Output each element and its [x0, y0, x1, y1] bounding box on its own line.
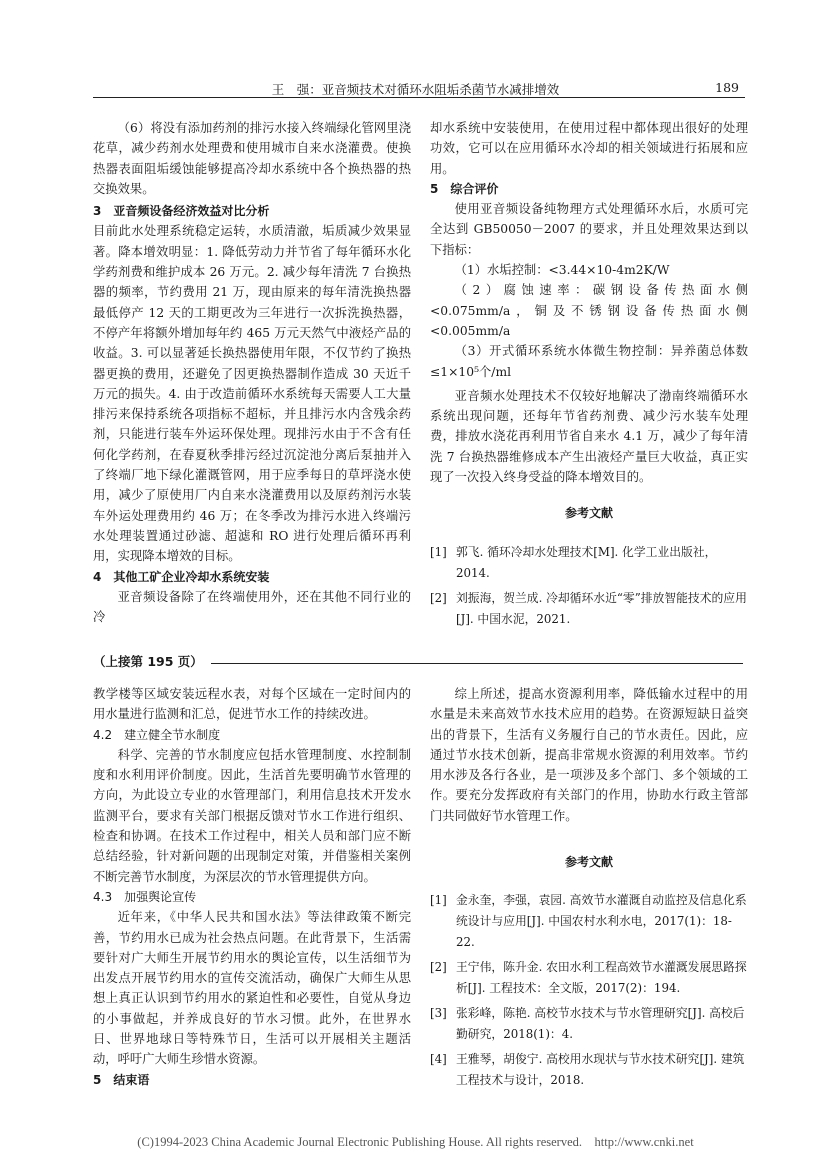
reference-number: [4]: [430, 1052, 447, 1067]
reference-text: 王宁伟，陈升金. 农田水利工程高效节水灌溉发展思路探析[J]. 工程技术：全文版，2017(2)：194.: [456, 960, 747, 996]
reference-number: [3]: [430, 1006, 447, 1021]
paragraph: 科学、完善的节水制度应包括水管理制度、水控制制度和水利用评价制度。因此，生活首先要明确节水管理的方向，为此设立专业的水管理部门，利用信息技术开发水监测平台，要求有关部门根据反馈对节水工作进行组织、检查和协调。在技术工作过程中，相关人员和部门应不断总结经验，针对新问题的出现制定对策，并借鉴相关案例不断完善节水制度，为深层次的节水管理提供方向。: [93, 747, 411, 884]
bottom-right-column: [430, 684, 748, 1095]
reference-item: [430, 957, 748, 999]
continuation-rule: [211, 663, 743, 664]
paragraph: 近年来，《中华人民共和国水法》等法律政策不断完善，节约用水已成为社会热点问题。在此背景下，生活需要针对广大师生开展节约用水的舆论宣传，以生活细节为出发点开展节约用水的宣传交流活动，确保广大师生从思想上真正认识到节约用水的紧迫性和必要性，自觉从身边的小事做起，并养成良好的节水习惯。此外，在世界水日、世界地球日等特殊节日，生活可以开展相关主题活动，呼吁广大师生珍惜水资源。: [93, 910, 411, 1067]
reference-number: [2]: [430, 960, 447, 975]
indicator-item: （3）开式循环系统水体微生物控制：异养菌总体数≤1×10⁵个/ml: [430, 344, 748, 379]
indicator-item: （2）腐蚀速率：碳钢设备传热面水侧<0.075mm/a，铜及不锈钢设备传热面水侧<0.005mm/a: [430, 283, 748, 338]
reference-text: 郭飞. 循环冷却水处理技术[M]. 化学工业出版社，2014.: [456, 544, 717, 580]
continuation-divider: [93, 652, 743, 670]
subsection-heading-4-3: 4.3 加强舆论宣传: [93, 889, 197, 904]
paragraph: 亚音频水处理技术不仅较好地解决了渤南终端循环水系统出现问题，还每年节省药剂费、减少污水装车处理费，排放水浇花再利用节省自来水 4.1 万，减少了每年清洗 7 台换热器维修成本产生出液烃产量巨大收益，真正实现了一次投入终身受益的降本增效目的。: [430, 388, 748, 485]
paragraph: （6）将没有添加药剂的排污水接入终端绿化管网里浇花草，减少药剂水处理费和使用城市自来水浇灌费。使换热器表面阻垢缓蚀能够提高冷却水系统中各个换热器的热交换效果。: [93, 121, 411, 196]
reference-text: 张彩峰，陈艳. 高校节水技术与节水管理研究[J]. 高校后勤研究，2018(1)：4.: [456, 1006, 745, 1042]
section-heading-5: 5 综合评价: [430, 181, 499, 196]
top-right-column: [430, 118, 748, 634]
continuation-label: （上接第 195 页）: [93, 654, 203, 669]
subsection-heading-4-2: 4.2 建立健全节水制度: [93, 727, 221, 742]
section-heading-4: 4 其他工矿企业冷却水系统安装: [93, 569, 270, 584]
paragraph: 亚音频设备除了在终端使用外，还在其他不同行业的冷: [93, 589, 411, 625]
reference-item: [430, 890, 748, 953]
copyright-footer: (C)1994-2023 China Academic Journal Electronic Publishing House. All rights reserved. http://www.cnki.net: [137, 1135, 694, 1149]
reference-item: [430, 1003, 748, 1045]
reference-item: [430, 542, 748, 584]
section-heading-5: 5 结束语: [93, 1072, 150, 1087]
paragraph: 使用亚音频设备纯物理方式处理循环水后，水质可完全达到 GB50050－2007 的要求，并且处理效果达到以下指标：: [430, 202, 748, 257]
reference-number: [1]: [430, 544, 447, 559]
section-heading-3: 3 亚音频设备经济效益对比分析: [93, 204, 270, 219]
header-rule: [93, 97, 745, 98]
reference-number: [1]: [430, 893, 447, 908]
paragraph: 却水系统中安装使用，在使用过程中都体现出很好的处理功效，它可以在应用循环水冷却的相关领域进行拓展和应用。: [430, 121, 748, 176]
reference-text: 王雅琴，胡俊宁. 高校用水现状与节水技术研究[J]. 建筑工程技术与设计，2018.: [456, 1052, 745, 1088]
reference-item: [430, 1049, 748, 1091]
reference-number: [2]: [430, 590, 447, 605]
running-header-title: 王 强：亚音频技术对循环水阻垢杀菌节水减排增效: [271, 82, 560, 97]
page-number: 189: [715, 80, 739, 95]
indicator-item: （1）水垢控制：<3.44×10-4m2K/W: [454, 263, 670, 278]
paragraph: 综上所述，提高水资源利用率，降低输水过程中的用水量是未来高效节水技术应用的趋势。在资源短缺日益突出的背景下，生活有义务履行自己的节水责任。因此，应通过节水技术创新，提高非常规水资源的利用效率。节约用水涉及各行各业，是一项涉及多个部门、多个领域的工作。要充分发挥政府有关部门的作用，协助水行政主管部门共同做好节水管理工作。: [430, 687, 748, 823]
bottom-left-column: [93, 684, 411, 1090]
paragraph: 教学楼等区域安装远程水表，对每个区域在一定时间内的用水量进行监测和汇总，促进节水工作的持续改进。: [93, 687, 411, 722]
reference-text: 金永奎，李强，袁园. 高效节水灌溉自动监控及信息化系统设计与应用[J]. 中国农村水利水电，2017(1)：18-22.: [456, 893, 747, 950]
top-left-column: [93, 118, 411, 627]
reference-text: 刘振海，贺兰成. 冷却循环水近“零”排放智能技术的应用[J]. 中国水泥，2021.: [456, 590, 747, 626]
references-heading: 参考文献: [564, 855, 613, 870]
references-heading: 参考文献: [564, 506, 613, 521]
reference-item: [430, 588, 748, 630]
paragraph: 目前此水处理系统稳定运转，水质清澈，垢质减少效果显著。降本增效明显：1. 降低劳动力并节省了每年循环水化学药剂费和维护成本 26 万元。2. 减少每年清洗 7 台换热器的频率，节约费用 21 万，现由原来的每年清洗换热器最低停产 12 天的工期更改为三年进行一次拆洗换热器，不停产年将额外增加每年约 465 万元天然气中液烃产品的收益。3. 可以显著延长换热器使用年限，不仅节约了换热器更换的费用，还避免了因更换热器制作造成 30 天近千万元的损失。4. 由于改造前循环水系统每天需要人工大量排污来保持系统各项指标不超标，并且排污水内含残余药剂，只能进行装车外运环保处理。现排污水由于不含有任何化学药剂，在春夏秋季排污经过沉淀池分离后泵抽并入了终端厂地下绿化灌溉管网，用于应季每日的草坪浇水使用，减少了原使用厂内自来水浇灌费用以及原药剂污水装车外运处理费用约 46 万；在冬季改为排污水进入终端污水处理装置通过砂滤、超滤和 RO 进行处理后循环再利用，实现降本增效的目标。: [93, 224, 411, 564]
